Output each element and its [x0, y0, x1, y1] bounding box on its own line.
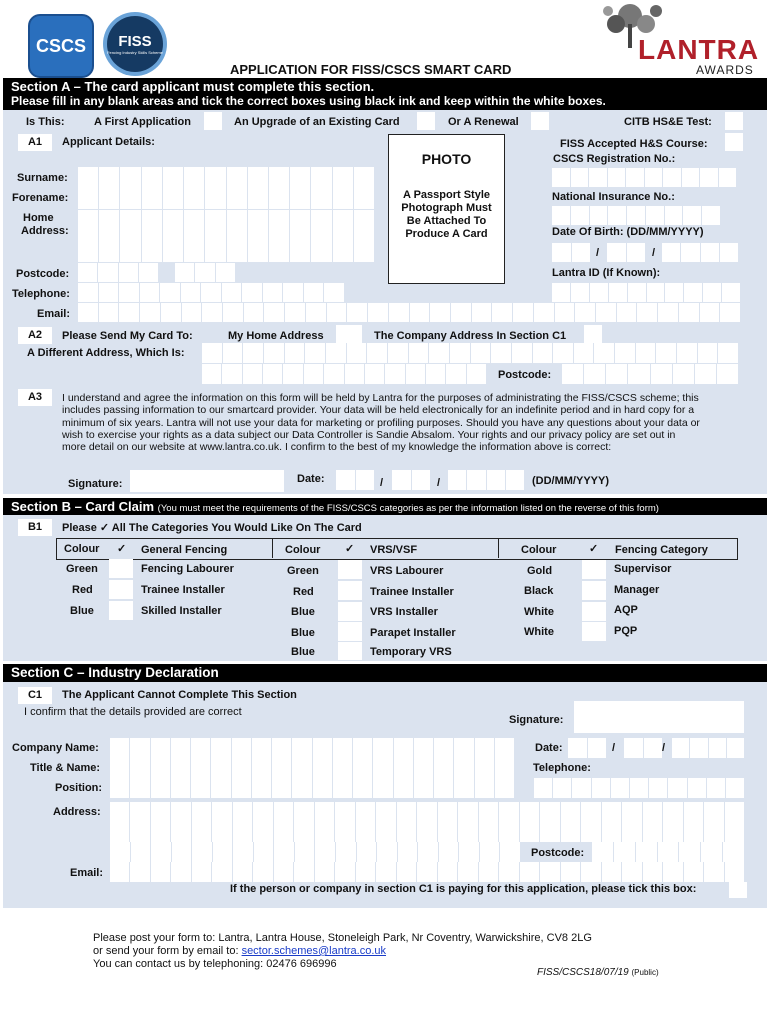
g2-row5-colour: Blue — [291, 646, 315, 658]
g3-row4-colour: White — [524, 626, 554, 638]
c-date-slash-1: / — [612, 742, 616, 754]
cannot-complete-label: The Applicant Cannot Complete This Section — [62, 689, 297, 701]
company-address-checkbox[interactable] — [584, 325, 602, 343]
section-b-note: (You must meet the requirements of the FISS/CSCS categories as per the information listed on the reverse of this form) — [157, 503, 659, 514]
photo-note: A Passport Style Photograph Must Be Attached To Produce A Card — [401, 189, 492, 240]
surname-label: Surname: — [17, 172, 68, 184]
c-date-year[interactable] — [672, 738, 744, 758]
a1-badge: A1 — [18, 134, 52, 151]
fiss-course-label: FISS Accepted H&S Course: — [560, 138, 708, 150]
ni-label: National Insurance No.: — [552, 191, 675, 203]
footer-email-line — [93, 945, 386, 957]
different-address-line2[interactable] — [202, 364, 486, 384]
applicant-details-label: Applicant Details: — [62, 136, 155, 148]
c-postcode-input[interactable] — [592, 842, 744, 862]
is-this-label: Is This: — [26, 116, 65, 128]
c-postcode-label: Postcode: — [531, 847, 585, 859]
section-b-header — [3, 498, 767, 515]
address-label: Address: — [21, 225, 69, 237]
g3-row1-colour: Gold — [527, 565, 553, 577]
g3-row1-category: Supervisor — [614, 563, 672, 575]
sign-month-input[interactable] — [392, 470, 430, 490]
date-format-label: (DD/MM/YYYY) — [532, 475, 609, 487]
a3-badge: A3 — [18, 389, 52, 406]
c-signature-field[interactable] — [574, 701, 744, 733]
different-address-line1[interactable] — [202, 343, 738, 363]
signature-field[interactable] — [130, 470, 284, 492]
g2-row3-colour: Blue — [291, 606, 315, 618]
g3-row2-category: Manager — [614, 584, 660, 596]
section-a-instructions: Please fill in any blank areas and tick the correct boxes using black ink and keep within the white boxes. — [11, 94, 606, 108]
g1-row2-checkbox[interactable] — [109, 580, 133, 599]
c-date-label: Date: — [535, 742, 563, 754]
form-ref-code: FISS/CSCS18/07/19 — [537, 967, 629, 978]
address-line2-input[interactable] — [78, 231, 374, 252]
company-address-label: The Company Address In Section C1 — [374, 330, 567, 342]
g1-row3-category: Skilled Installer — [141, 605, 222, 617]
g3-row4-checkbox[interactable] — [582, 622, 606, 641]
dob-day-input[interactable] — [552, 243, 590, 262]
g3-row2-colour: Black — [524, 585, 554, 597]
categories-instruction: Please ✓ All The Categories You Would Like On The Card — [62, 522, 362, 534]
lantra-id-input[interactable] — [552, 283, 740, 302]
first-application-checkbox[interactable] — [204, 112, 222, 130]
g1-tick-icon: ✓ — [117, 543, 127, 555]
g1-row2-colour: Red — [72, 584, 93, 596]
form-ref-public: (Public) — [631, 968, 659, 977]
g1-row1-colour: Green — [66, 563, 98, 575]
g2-row2-colour: Red — [293, 586, 314, 598]
g1-row3-colour: Blue — [70, 605, 94, 617]
paying-label: If the person or company in section C1 is paying for this application, please tick this box: — [230, 883, 697, 895]
renewal-checkbox[interactable] — [531, 112, 549, 130]
home-address-checkbox[interactable] — [336, 325, 362, 343]
title-name-label: Title & Name: — [30, 762, 101, 774]
home-label: Home — [23, 212, 54, 224]
lantra-logo-text: LANTRA — [638, 34, 760, 65]
g2-colour-header: Colour — [285, 544, 321, 556]
g1-row1-category: Fencing Labourer — [141, 563, 234, 575]
g1-row3-checkbox[interactable] — [109, 601, 133, 620]
c-date-month[interactable] — [624, 738, 662, 758]
c-signature-label: Signature: — [509, 714, 564, 726]
dob-label: Date Of Birth: (DD/MM/YYYY) — [552, 226, 704, 238]
section-b-heading: Section B – Card Claim — [11, 499, 155, 514]
photo-label: PHOTO — [421, 151, 472, 167]
g3-tick-icon: ✓ — [589, 543, 599, 555]
categories-table — [56, 538, 738, 658]
form-title: APPLICATION FOR FISS/CSCS SMART CARD — [230, 62, 512, 77]
forename-label: Forename: — [12, 192, 69, 204]
send-card-label: Please Send My Card To: — [62, 330, 193, 342]
c-address-line2[interactable] — [110, 822, 744, 842]
different-postcode-label: Postcode: — [498, 369, 552, 381]
sign-year-input[interactable] — [448, 470, 524, 490]
dob-month-input[interactable] — [607, 243, 645, 262]
g2-row4-colour: Blue — [291, 627, 315, 639]
a2-badge: A2 — [18, 327, 52, 344]
section-a-heading: Section A – The card applicant must complete this section. — [11, 79, 375, 94]
position-label: Position: — [55, 782, 103, 794]
c-address-label: Address: — [53, 806, 101, 818]
g3-colour-header: Colour — [521, 544, 557, 556]
upgrade-label: An Upgrade of an Existing Card — [234, 116, 400, 128]
g3-row4-category: PQP — [614, 625, 638, 637]
citb-label: CITB HS&E Test: — [624, 116, 712, 128]
sign-slash-2: / — [437, 477, 441, 489]
dob-slash-2: / — [652, 247, 656, 259]
g2-row5-category: Temporary VRS — [370, 646, 452, 658]
g3-row2-checkbox[interactable] — [582, 581, 606, 600]
footer-email-link[interactable]: sector.schemes@lantra.co.uk — [241, 945, 387, 957]
g2-row1-colour: Green — [287, 565, 319, 577]
g2-row3-checkbox[interactable] — [338, 602, 362, 621]
data-declaration-text: I understand and agree the information on this form will be held by Lantra for the purposes of administrating the FISS/CSCS scheme; this includes passing information to our smartcard provider. Your data will be held electronically for an indefinite period and in hard copy for a minimum of six years. Lantra will not use your data for marketing or profiling purposes. Should you have any questions about your data or wish to exercise your rights as a data subject our Data Controller is Sandie Absalom. Your rights and our privacy policy are set out in more detail on our website at www.lantra.co.uk. I confirm to the best of my knowledge the information above is correct: — [62, 392, 700, 454]
g3-row3-category: AQP — [614, 604, 638, 616]
title-name-input[interactable] — [110, 758, 514, 778]
photo-box[interactable] — [388, 134, 505, 284]
first-application-label: A First Application — [94, 116, 191, 128]
confirm-details-text: I confirm that the details provided are correct — [24, 706, 242, 718]
g1-colour-header: Colour — [64, 543, 100, 555]
cscs-logo: CSCS — [28, 14, 94, 78]
address-line1-input[interactable] — [78, 210, 374, 231]
g2-row5-checkbox[interactable] — [338, 642, 362, 660]
position-input[interactable] — [110, 778, 514, 798]
section-a-header — [3, 78, 767, 110]
renewal-label: Or A Renewal — [448, 116, 519, 128]
footer-email-prefix: or send your form by email to: — [93, 945, 242, 957]
g2-row2-checkbox[interactable] — [338, 581, 362, 600]
c1-badge: C1 — [18, 687, 52, 704]
fiss-logo-sub: Fencing Industry Skills Scheme — [107, 50, 163, 55]
g2-row4-category: Parapet Installer — [370, 627, 456, 639]
g2-row4-checkbox[interactable] — [338, 622, 362, 641]
g3-row3-colour: White — [524, 606, 554, 618]
form-reference — [537, 967, 659, 978]
g2-tick-icon: ✓ — [345, 543, 355, 555]
b1-badge: B1 — [18, 519, 52, 536]
different-address-label: A Different Address, Which Is: — [27, 347, 185, 359]
paying-checkbox[interactable] — [729, 882, 747, 898]
lantra-logo — [600, 2, 765, 78]
sign-day-input[interactable] — [336, 470, 374, 490]
footer-phone-line: You can contact us by telephoning: 02476 696996 — [93, 958, 337, 970]
g2-row2-category: Trainee Installer — [370, 586, 454, 598]
home-address-label: My Home Address — [228, 330, 324, 342]
g2-row3-category: VRS Installer — [370, 606, 438, 618]
g1-category-header: General Fencing — [141, 544, 228, 556]
g1-row2-category: Trainee Installer — [141, 584, 225, 596]
section-c-header — [3, 664, 767, 682]
c-telephone-label: Telephone: — [533, 762, 591, 774]
g1-row1-checkbox[interactable] — [109, 559, 133, 578]
signature-label: Signature: — [68, 478, 123, 490]
g2-row1-category: VRS Labourer — [370, 565, 444, 577]
g3-row1-checkbox[interactable] — [582, 560, 606, 579]
c-email-label: Email: — [70, 867, 104, 879]
dob-slash-1: / — [596, 247, 600, 259]
lantra-logo-sub: AWARDS — [696, 63, 754, 77]
g3-row3-checkbox[interactable] — [582, 602, 606, 621]
email-label: Email: — [37, 308, 71, 320]
postcode-label: Postcode: — [16, 268, 70, 280]
cscs-reg-input[interactable] — [552, 168, 736, 187]
telephone-input[interactable] — [78, 283, 344, 302]
date-label: Date: — [297, 473, 325, 485]
address-line3-input[interactable] — [78, 252, 374, 262]
sign-slash-1: / — [380, 477, 384, 489]
c-email-input[interactable] — [110, 862, 744, 882]
fiss-logo — [103, 12, 167, 76]
g2-row1-checkbox[interactable] — [338, 560, 362, 579]
company-name-label: Company Name: — [12, 742, 99, 754]
postcode-input-2[interactable] — [175, 263, 235, 282]
c-address-line1[interactable] — [110, 802, 744, 822]
c-address-line3[interactable] — [110, 842, 520, 862]
g3-category-header: Fencing Category — [615, 544, 708, 556]
lantra-id-label: Lantra ID (If Known): — [552, 267, 661, 279]
cscs-reg-label: CSCS Registration No.: — [553, 153, 676, 165]
fiss-logo-text: FISS — [118, 33, 152, 50]
company-name-input[interactable] — [110, 738, 514, 758]
citb-checkbox[interactable] — [725, 112, 743, 130]
footer-post-address: Please post your form to: Lantra, Lantra House, Stoneleigh Park, Nr Coventry, Warwickshire, CV8 2LG — [93, 932, 592, 944]
dob-year-input[interactable] — [662, 243, 738, 262]
c-date-slash-2: / — [662, 742, 666, 754]
postcode-input-1[interactable] — [78, 263, 158, 282]
different-postcode-input[interactable] — [562, 364, 738, 384]
surname-input[interactable] — [78, 167, 374, 188]
telephone-label: Telephone: — [12, 288, 70, 300]
email-input[interactable] — [78, 303, 740, 322]
c-date-day[interactable] — [568, 738, 606, 758]
ni-input[interactable] — [552, 206, 720, 225]
forename-input[interactable] — [78, 188, 374, 209]
g2-category-header: VRS/VSF — [370, 544, 418, 556]
fiss-course-checkbox[interactable] — [725, 133, 743, 151]
section-c-heading: Section C – Industry Declaration — [11, 665, 219, 680]
upgrade-checkbox[interactable] — [417, 112, 435, 130]
c-telephone-input[interactable] — [534, 778, 744, 798]
